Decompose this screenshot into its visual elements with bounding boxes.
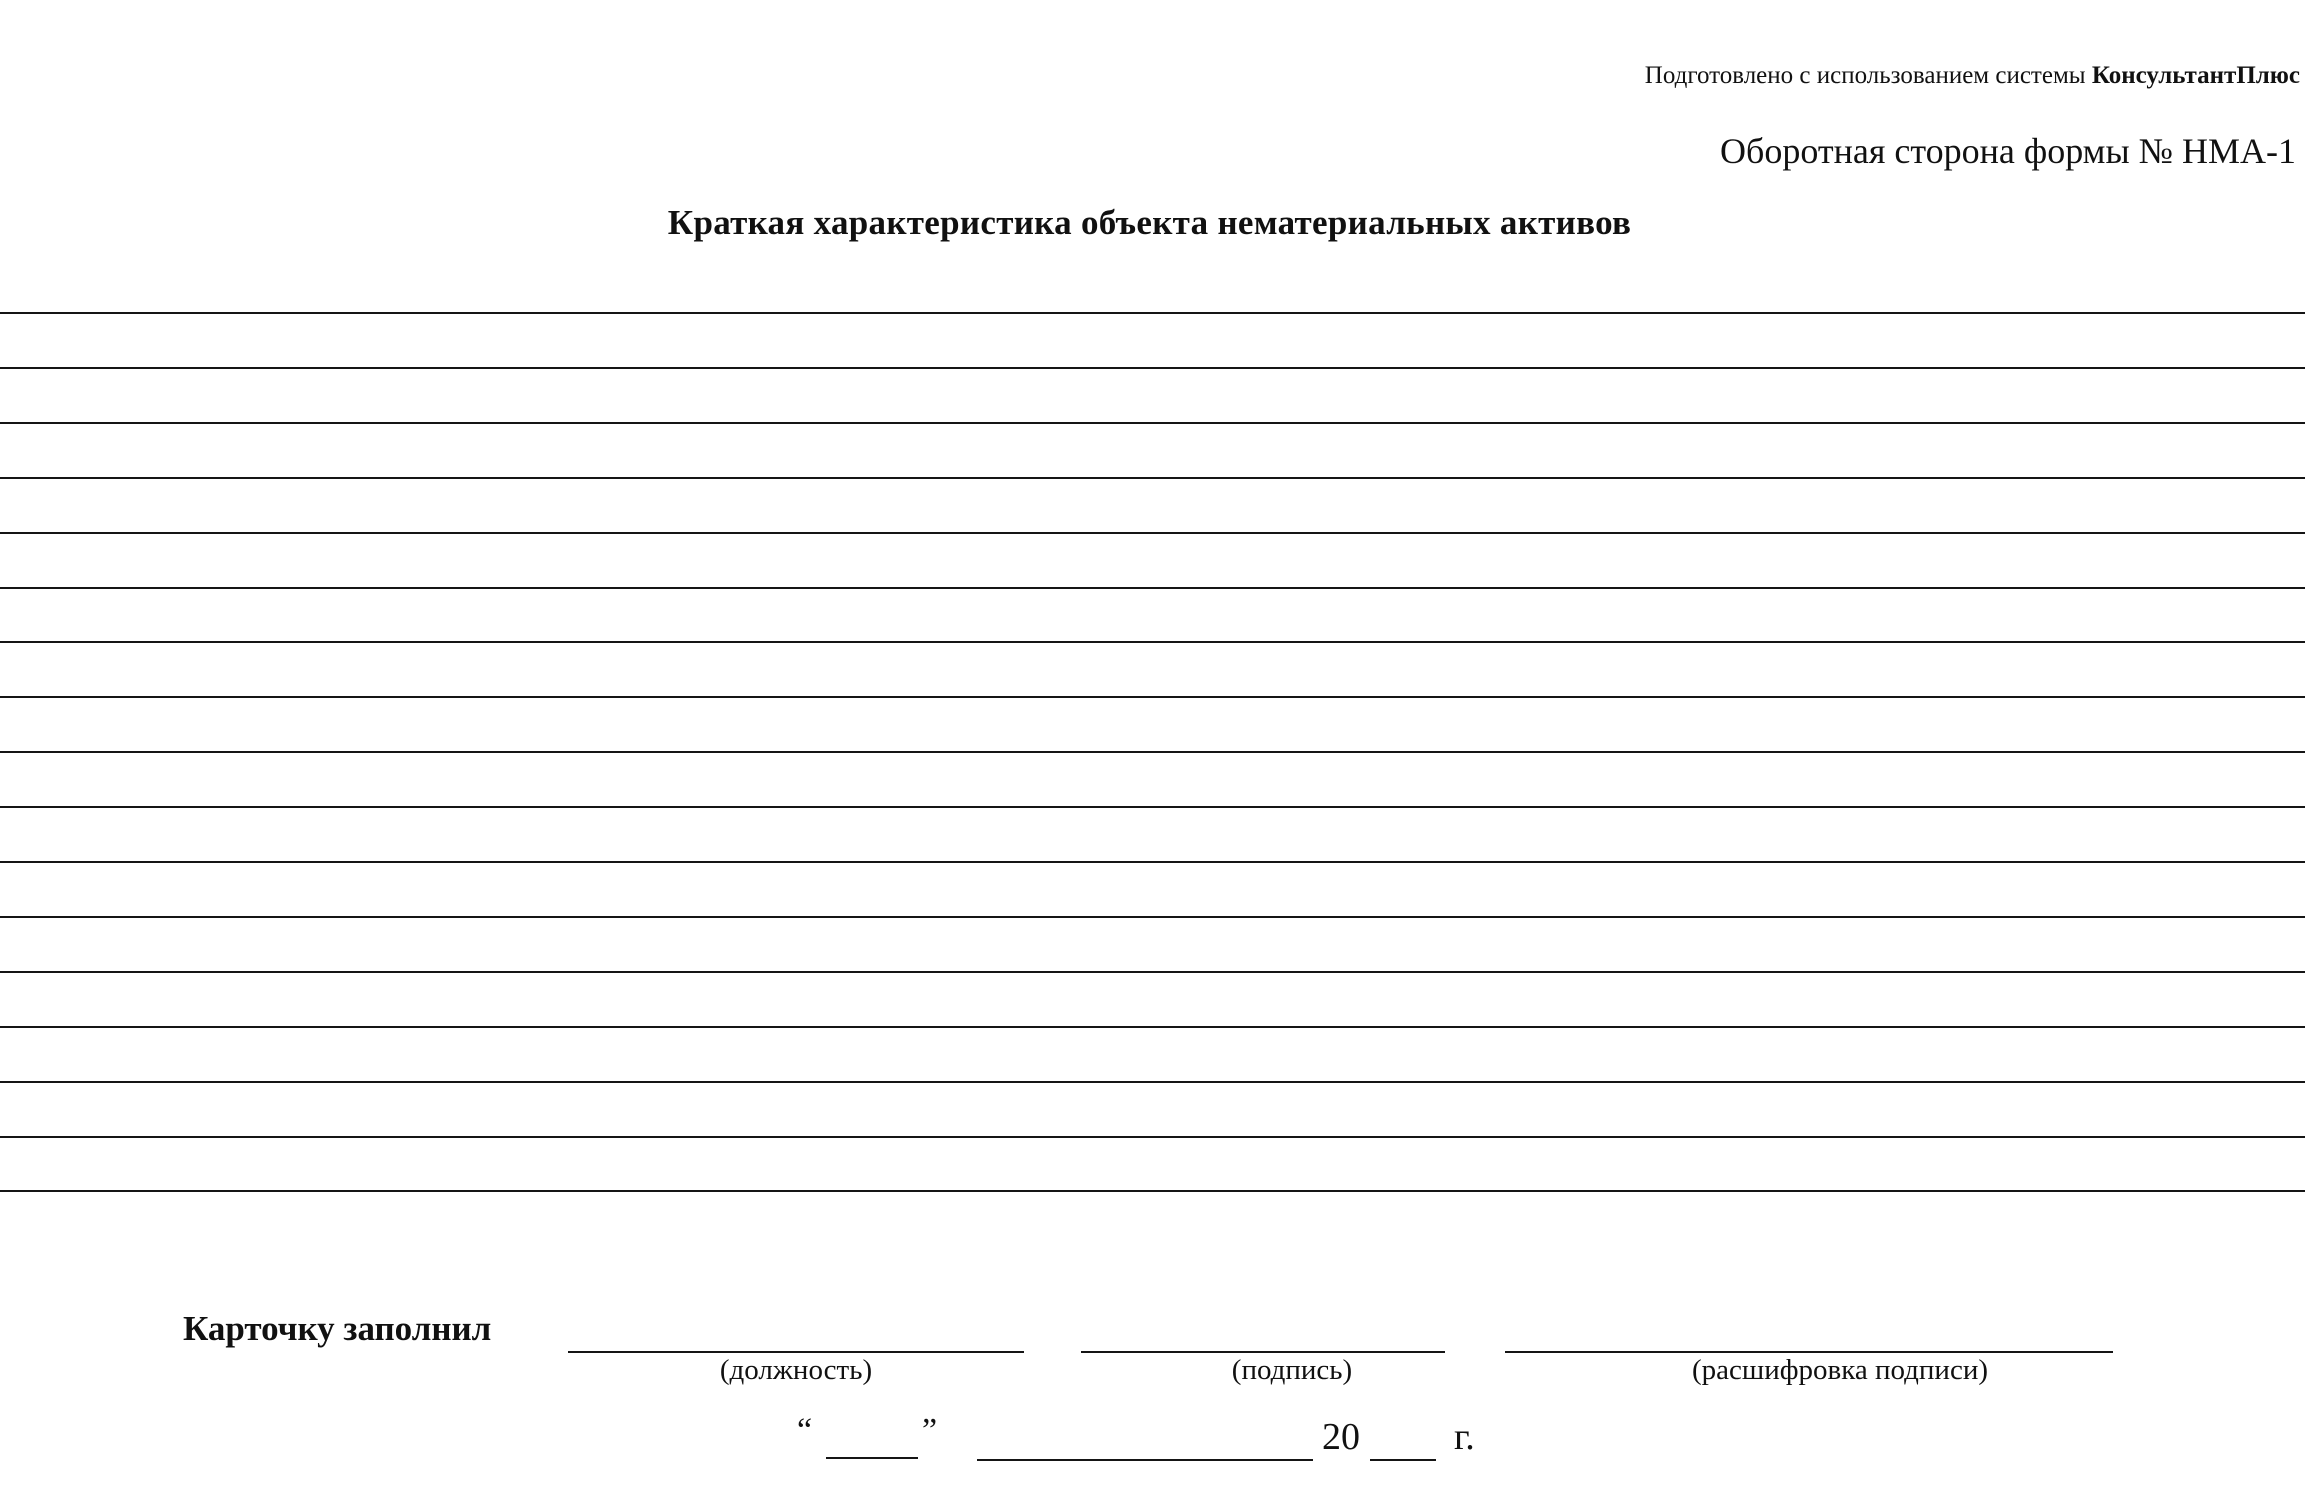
year-suffix: г.: [1454, 1416, 1475, 1458]
page-title: Краткая характеристика объекта нематериальных активов: [667, 203, 1632, 242]
writing-line[interactable]: [0, 1190, 2305, 1192]
writing-line[interactable]: [0, 312, 2305, 314]
writing-line[interactable]: [0, 806, 2305, 808]
position-line[interactable]: [568, 1351, 1024, 1353]
date-open-quote: “: [797, 1412, 813, 1449]
prepared-brand: КонсультантПлюс: [2091, 62, 2300, 89]
form-reference: Оборотная сторона формы № НМА-1: [1720, 131, 2296, 171]
writing-line[interactable]: [0, 696, 2305, 698]
writing-line[interactable]: [0, 1136, 2305, 1138]
date-close-quote: ”: [922, 1412, 938, 1449]
writing-line[interactable]: [0, 532, 2305, 534]
signature-decoding-caption: (расшифровка подписи): [1691, 1354, 1989, 1386]
year-prefix: 20: [1322, 1416, 1360, 1458]
day-line[interactable]: [826, 1457, 918, 1459]
prepared-with-note: [1645, 62, 2300, 90]
position-caption: (должность): [719, 1354, 873, 1386]
writing-line[interactable]: [0, 1081, 2305, 1083]
writing-line[interactable]: [0, 751, 2305, 753]
filled-by-label: Карточку заполнил: [183, 1309, 492, 1348]
writing-line[interactable]: [0, 861, 2305, 863]
writing-line[interactable]: [0, 916, 2305, 918]
signature-decoding-line[interactable]: [1505, 1351, 2113, 1353]
writing-line[interactable]: [0, 477, 2305, 479]
year-line[interactable]: [1370, 1459, 1436, 1461]
writing-line[interactable]: [0, 1026, 2305, 1028]
writing-line[interactable]: [0, 422, 2305, 424]
writing-line[interactable]: [0, 587, 2305, 589]
month-line[interactable]: [977, 1459, 1313, 1461]
writing-line[interactable]: [0, 367, 2305, 369]
writing-line[interactable]: [0, 971, 2305, 973]
signature-line[interactable]: [1081, 1351, 1445, 1353]
writing-line[interactable]: [0, 641, 2305, 643]
signature-caption: (подпись): [1231, 1354, 1353, 1386]
prepared-prefix: Подготовлено с использованием системы: [1644, 62, 2092, 89]
